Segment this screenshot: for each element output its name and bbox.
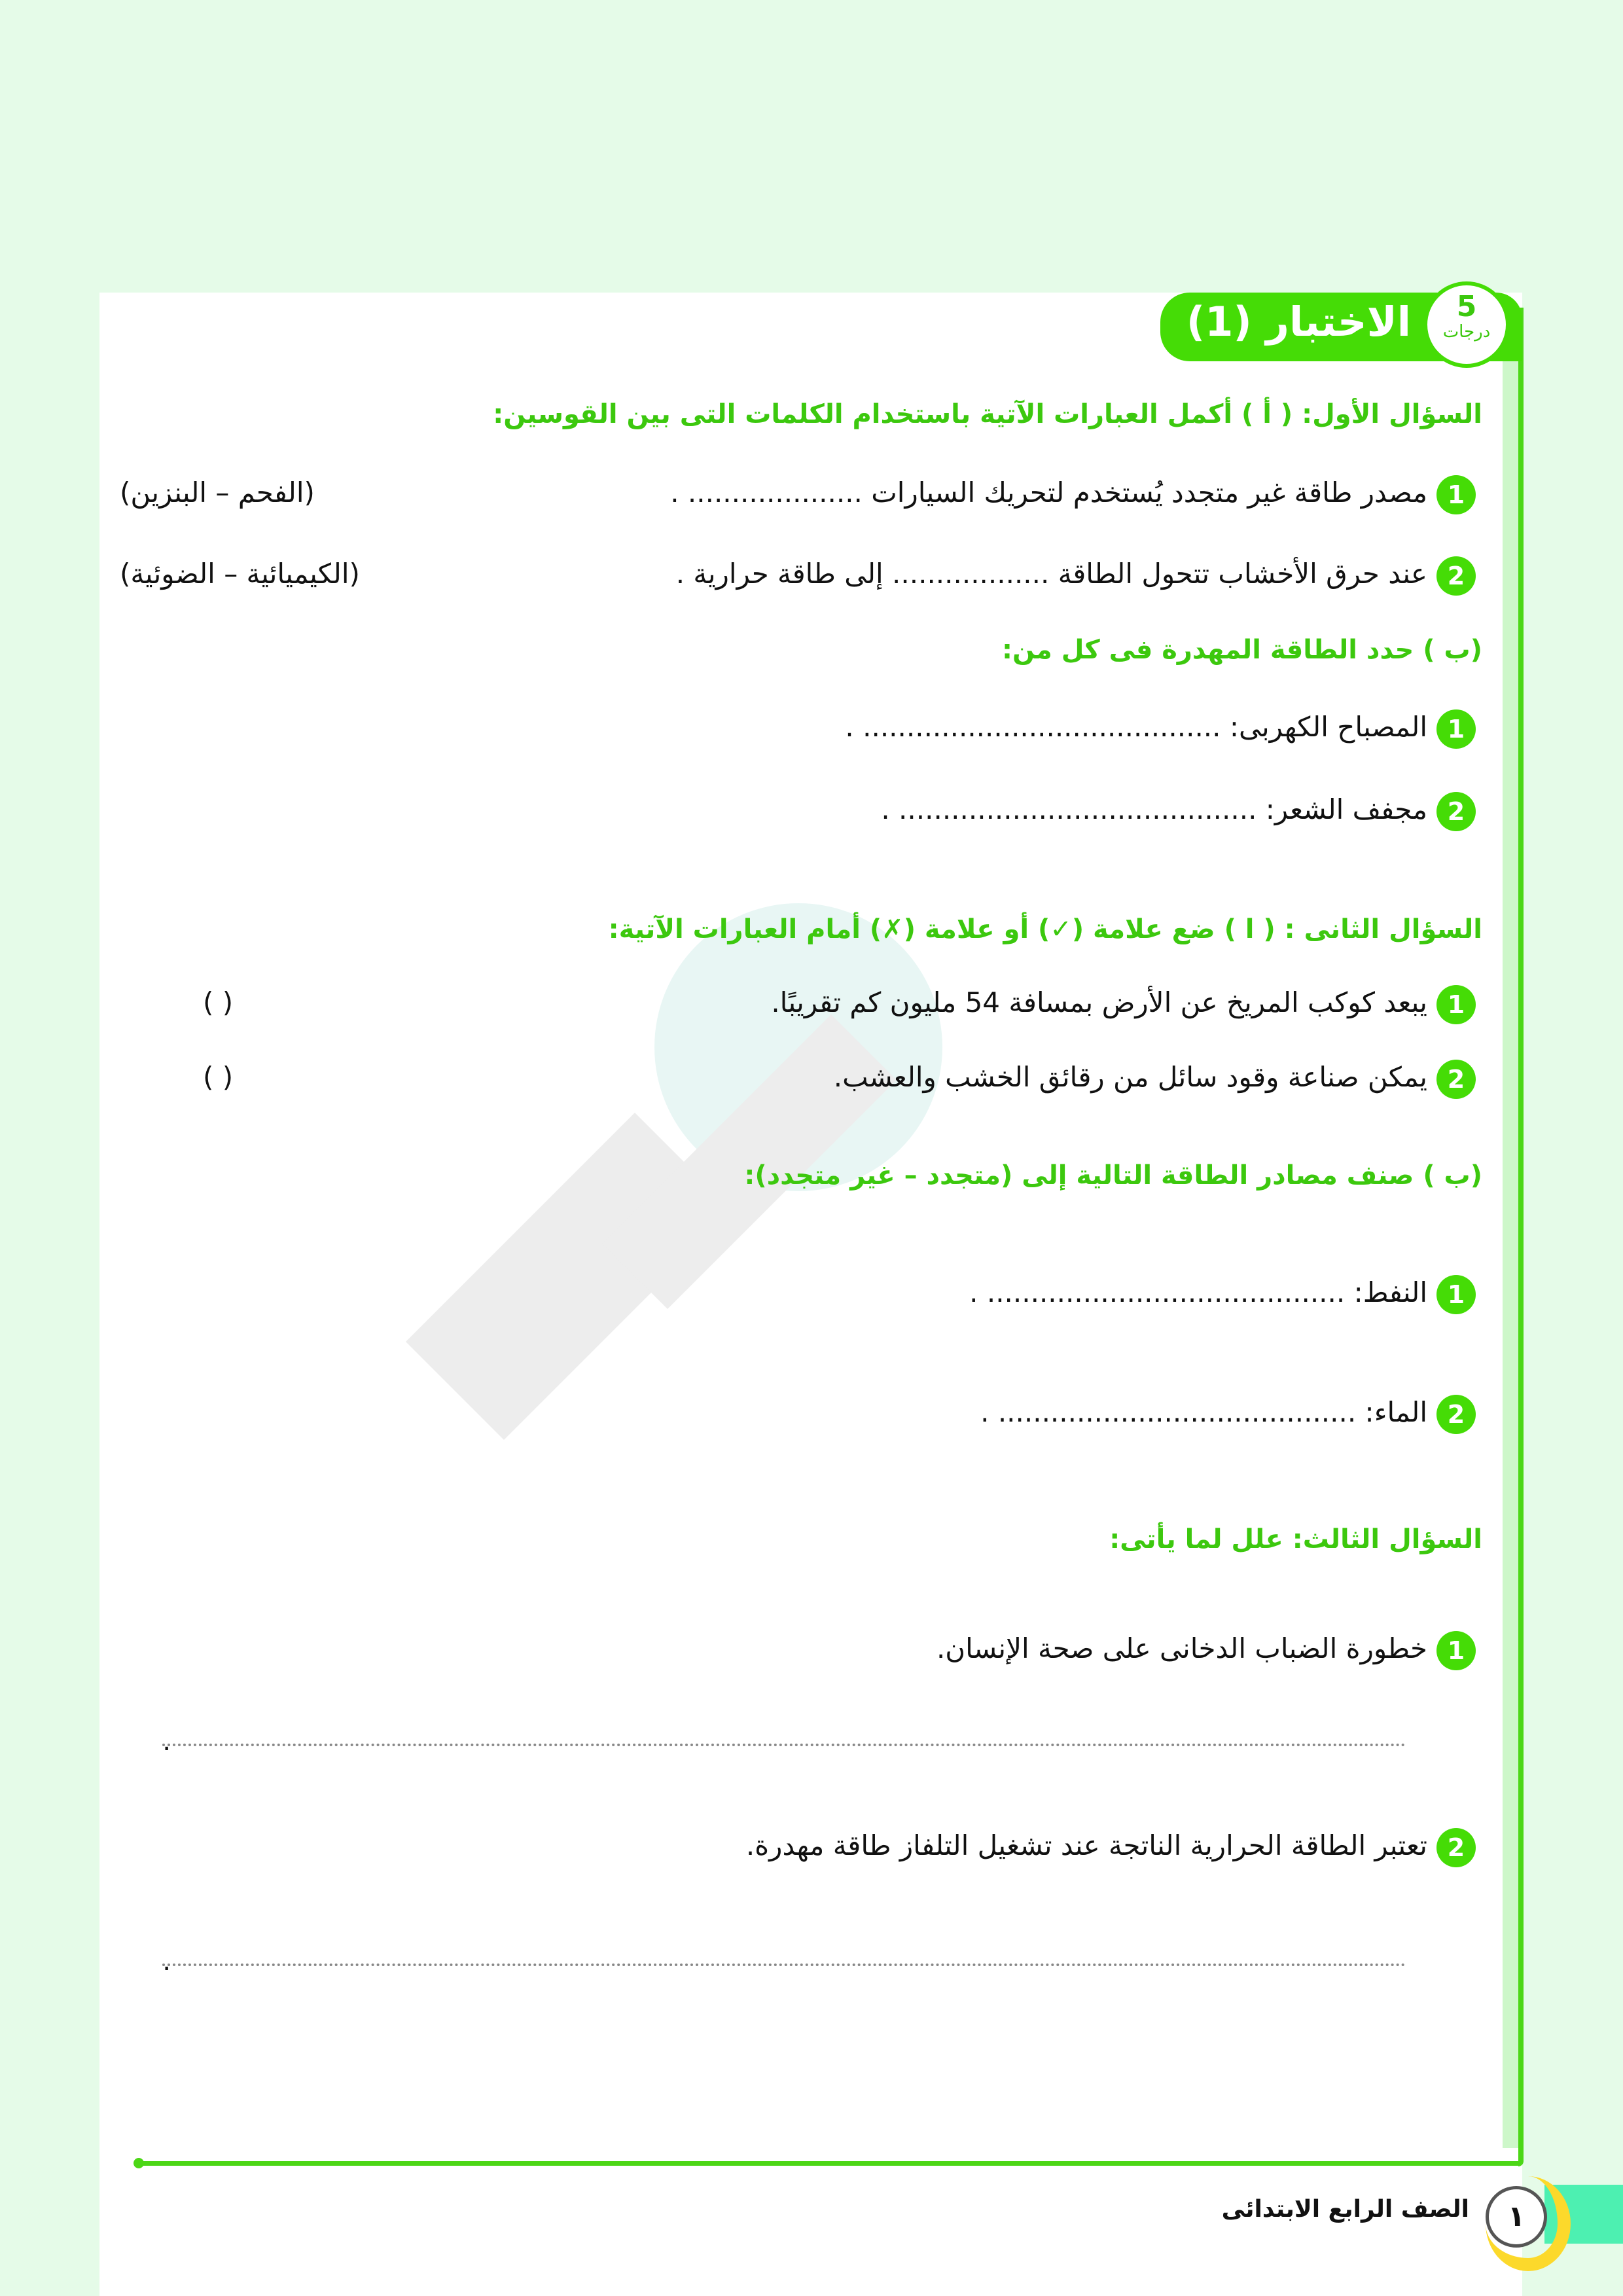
score-badge (1423, 281, 1510, 368)
test-title: الاختبار (1) (1186, 298, 1411, 346)
list-item (670, 473, 1476, 514)
item-text: يمكن صناعة وقود سائل من رقائق الخشب والعشب. (833, 1061, 1427, 1093)
frame-bottom-border (139, 2161, 1522, 2166)
list-item (834, 1058, 1476, 1099)
item-number: 2 (1436, 1828, 1476, 1867)
item-text: عند حرق الأخشاب تتحول الطاقة .................. إلى طاقة حرارية . (675, 558, 1427, 590)
item-number: 2 (1436, 1060, 1476, 1099)
item-text: تعتبر الطاقة الحرارية الناتجة عند تشغيل التلفاز طاقة مهدرة. (745, 1829, 1427, 1861)
item-number: 1 (1436, 1631, 1476, 1670)
list-item (936, 1629, 1476, 1670)
item-number: 1 (1436, 475, 1476, 514)
item-text: النفط: ......................................... . (969, 1276, 1427, 1308)
choice-hint: (الكيميائية – الضوئية) (120, 558, 360, 590)
list-item (746, 1826, 1476, 1867)
list-item (676, 554, 1476, 596)
list-item (980, 1393, 1476, 1434)
item-number: 2 (1436, 792, 1476, 831)
answer-brackets: ( ) (203, 986, 234, 1018)
answer-brackets: ( ) (203, 1061, 234, 1093)
list-item (881, 790, 1476, 831)
page-number: ١ (1486, 2186, 1547, 2248)
item-number: 1 (1436, 709, 1476, 749)
answer-line-end: . (162, 1945, 171, 1977)
item-text: خطورة الضباب الدخانى على صحة الإنسان. (936, 1632, 1427, 1664)
item-text: الماء: ......................................... . (980, 1396, 1427, 1428)
item-text: يبعد كوكب المريخ عن الأرض بمسافة 54 مليون كم تقريبًا. (771, 986, 1427, 1018)
item-number: 1 (1436, 1275, 1476, 1314)
list-item (969, 1273, 1476, 1314)
q1a-heading: السؤال الأول: ( أ ) أكمل العبارات الآتية باستخدام الكلمات التى بين القوسين: (493, 399, 1482, 429)
score-unit: درجات (1442, 322, 1491, 342)
item-text: المصباح الكهربى: ......................................... . (845, 711, 1427, 743)
item-number: 1 (1436, 985, 1476, 1024)
list-item (845, 708, 1476, 749)
item-text: مصدر طاقة غير متجدد يُستخدم لتحريك السيارات .................... . (670, 476, 1427, 509)
item-number: 2 (1436, 1395, 1476, 1434)
item-number: 2 (1436, 556, 1476, 596)
answer-line-end: . (162, 1725, 171, 1757)
choice-hint: (الفحم – البنزين) (120, 476, 315, 509)
q1b-heading: (ب ) حدد الطاقة المهدرة فى كل من: (1002, 635, 1482, 665)
answer-line[interactable] (162, 1964, 1406, 1966)
q2b-heading: (ب ) صنف مصادر الطاقة التالية إلى (متجدد – غير متجدد): (744, 1160, 1482, 1191)
list-item (771, 983, 1476, 1024)
q3-heading: السؤال الثالث: علل لما يأتى: (1109, 1524, 1482, 1554)
grade-label: الصف الرابع الابتدائى (1221, 2196, 1469, 2223)
answer-line[interactable] (162, 1744, 1406, 1746)
frame-end-dot (134, 2158, 144, 2168)
frame-right-border (1518, 308, 1524, 2166)
q2a-heading: السؤال الثانى : ( ا ) ضع علامة (✓) أو علامة (✗) أمام العبارات الآتية: (608, 914, 1482, 944)
score-value: 5 (1456, 290, 1477, 323)
item-text: مجفف الشعر: ......................................... . (881, 793, 1427, 825)
